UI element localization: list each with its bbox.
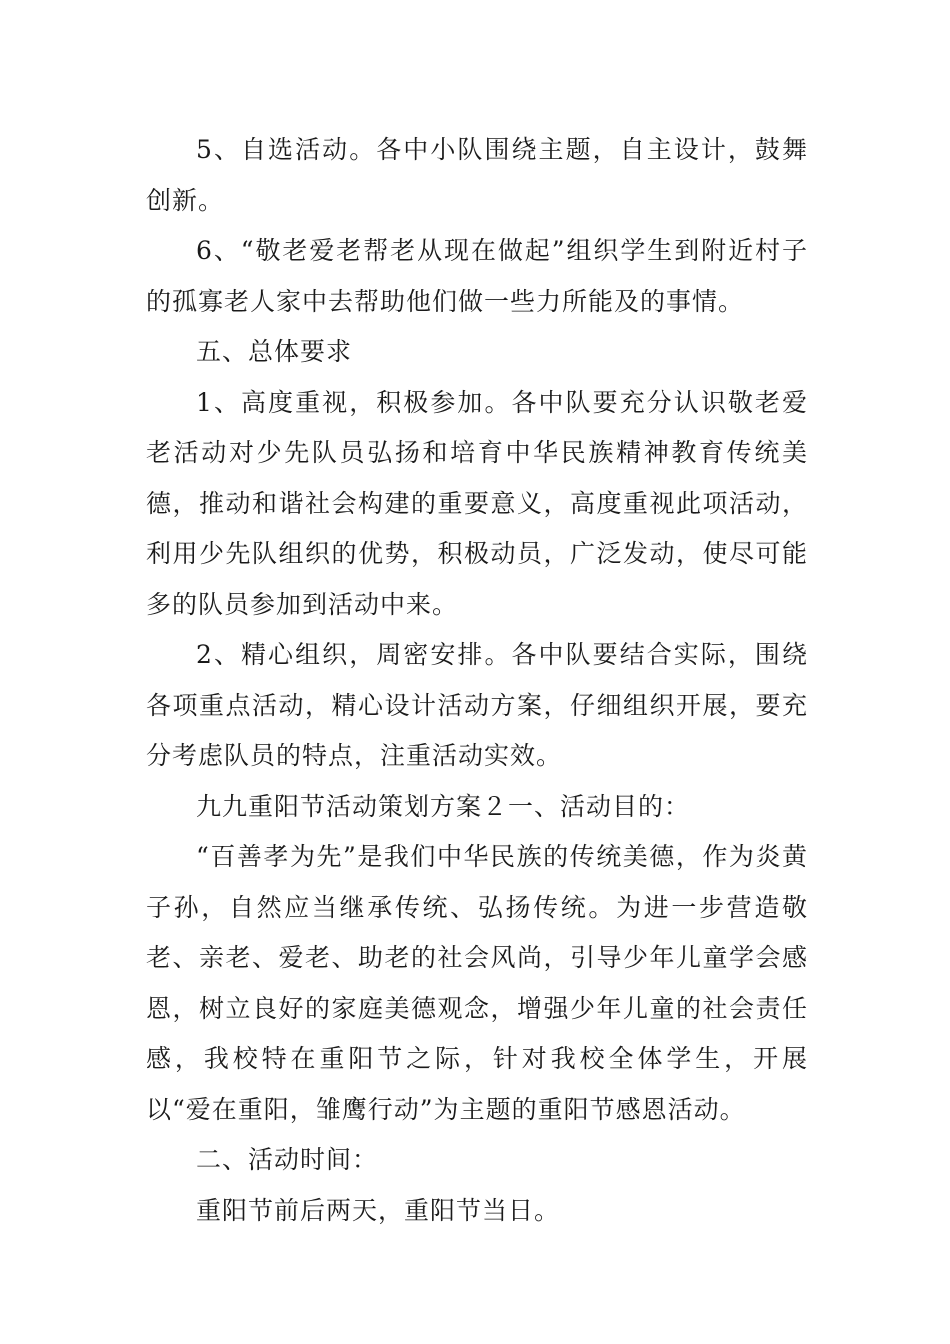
plan-2-heading: 九九重阳节活动策划方案２一、活动目的： [196,791,691,821]
paragraph-purpose: “百善孝为先”是我们中华民族的传统美德，作为炎黄子孙，自然应当继承传统、弘扬传统。为进一步营造敬老、亲老、爱老、助老的社会风尚，引导少年儿童学会感恩，树立良好的家庭美德观念，增强少年儿童的社会责任感，我校特在重阳节之际，针对我校全体学生，开展以“爱在重阳，雏鹰行动”为主题的重阳节感恩活动。 [146,842,808,1124]
paragraph-requirement-1: 1、高度重视，积极参加。各中队要充分认识敬老爱老活动对少先队员弘扬和培育中华民族精神教育传统美德，推动和谐社会构建的重要意义，高度重视此项活动，利用少先队组织的优势，积极动员，广泛发动，使尽可能多的队员参加到活动中来。 [146,387,808,619]
paragraph-time: 重阳节前后两天，重阳节当日。 [196,1195,561,1225]
section-heading-requirements: 五、总体要求 [196,337,353,366]
paragraph-activity-6: 6、“敬老爱老帮老从现在做起”组织学生到附近村子的孤寡老人家中去帮助他们做一些力所能及的事情。 [146,236,808,316]
paragraph-activity-5: 5、自选活动。各中小队围绕主题，自主设计，鼓舞创新。 [146,135,808,215]
paragraph-requirement-2: 2、精心组织，周密安排。各中队要结合实际，围绕各项重点活动，精心设计活动方案，仔细组织开展，要充分考虑队员的特点，注重活动实效。 [146,640,808,770]
document-body [146,125,808,1236]
section-heading-time: 二、活动时间： [196,1145,379,1174]
